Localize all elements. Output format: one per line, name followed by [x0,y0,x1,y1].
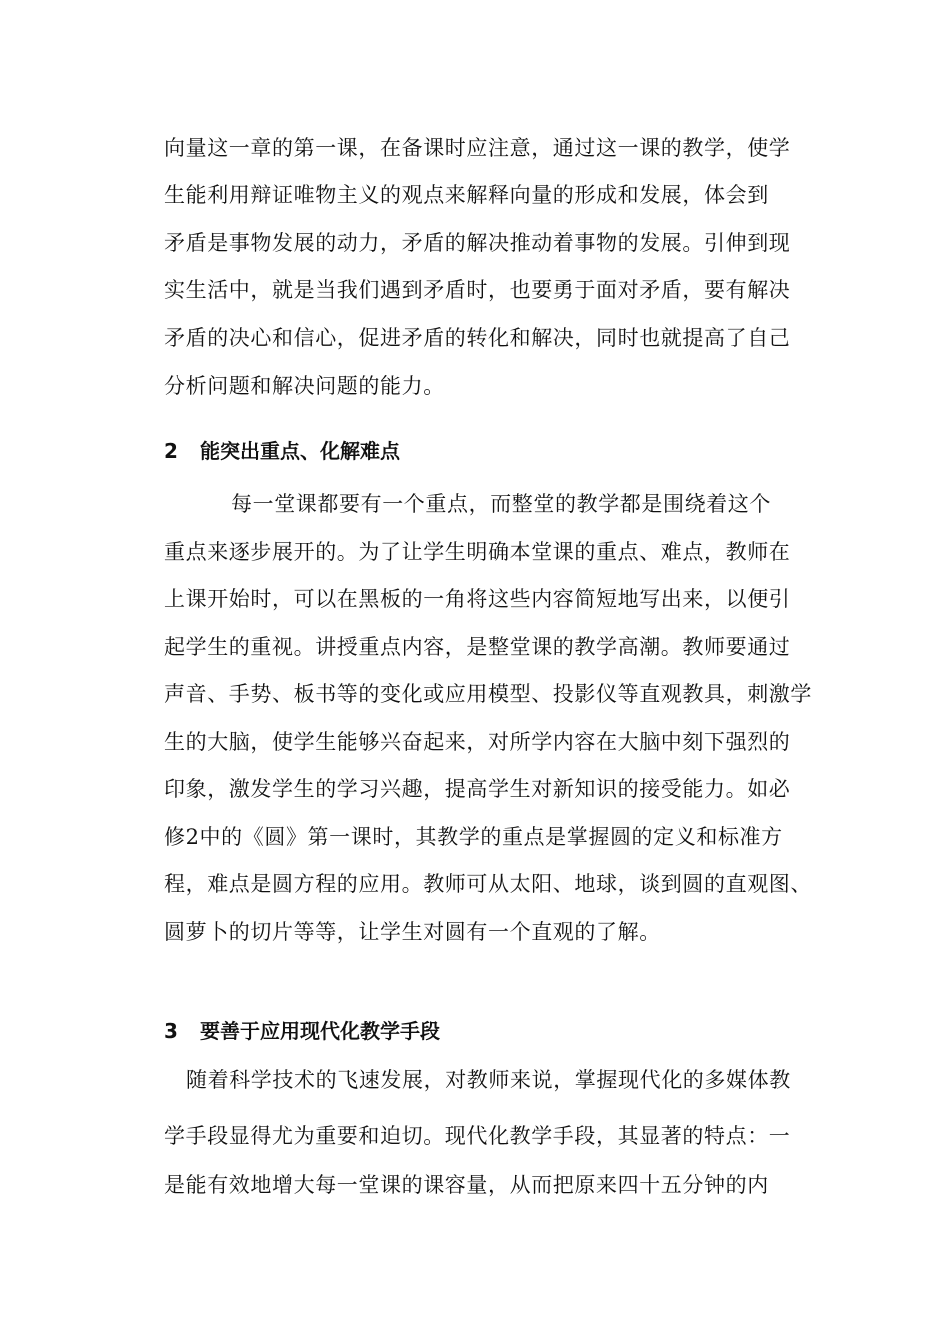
section-number: 2 [164,439,178,463]
text-line: 起学生的重视。讲授重点内容，是整堂课的教学高潮。教师要通过 [164,635,791,659]
text-line: 实生活中，就是当我们遇到矛盾时，也要勇于面对矛盾，要有解决 [164,278,791,302]
text-line: 印象，激发学生的学习兴趣，提高学生对新知识的接受能力。如必 [164,777,791,801]
text-line: 上课开始时，可以在黑板的一角将这些内容简短地写出来，以便引 [164,587,791,611]
text-line: 声音、手势、板书等的变化或应用模型、投影仪等直观教具，刺激学 [164,682,812,706]
section-heading [164,1017,440,1045]
section-heading [164,437,400,465]
section-title: 要善于应用现代化教学手段 [200,1019,440,1043]
text-line: 矛盾的决心和信心，促进矛盾的转化和解决，同时也就提高了自己 [164,326,791,350]
text-line: 生能利用辩证唯物主义的观点来解释向量的形成和发展，体会到 [164,183,769,207]
text-line: 圆萝卜的切片等等，让学生对圆有一个直观的了解。 [164,920,661,944]
text-line: 生的大脑，使学生能够兴奋起来，对所学内容在大脑中刻下强烈的 [164,730,791,754]
section-number: 3 [164,1019,178,1043]
text-line: 是能有效地增大每一堂课的课容量，从而把原来四十五分钟的内 [164,1173,769,1197]
text-line: 分析问题和解决问题的能力。 [164,374,445,398]
text-line: 每一堂课都要有一个重点，而整堂的教学都是围绕着这个 [231,492,771,516]
text-line: 学手段显得尤为重要和迫切。现代化教学手段，其显著的特点：一 [164,1124,791,1148]
text-line: 随着科学技术的飞速发展，对教师来说，掌握现代化的多媒体教 [186,1068,791,1092]
text-line: 向量这一章的第一课，在备课时应注意，通过这一课的教学，使学 [164,136,791,160]
text-line: 修2中的《圆》第一课时，其教学的重点是掌握圆的定义和标准方 [164,825,783,849]
text-line: 矛盾是事物发展的动力，矛盾的解决推动着事物的发展。引伸到现 [164,231,791,255]
text-line: 重点来逐步展开的。为了让学生明确本堂课的重点、难点，教师在 [164,540,791,564]
section-title: 能突出重点、化解难点 [200,439,400,463]
text-line: 程，难点是圆方程的应用。教师可从太阳、地球，谈到圆的直观图、 [164,872,812,896]
